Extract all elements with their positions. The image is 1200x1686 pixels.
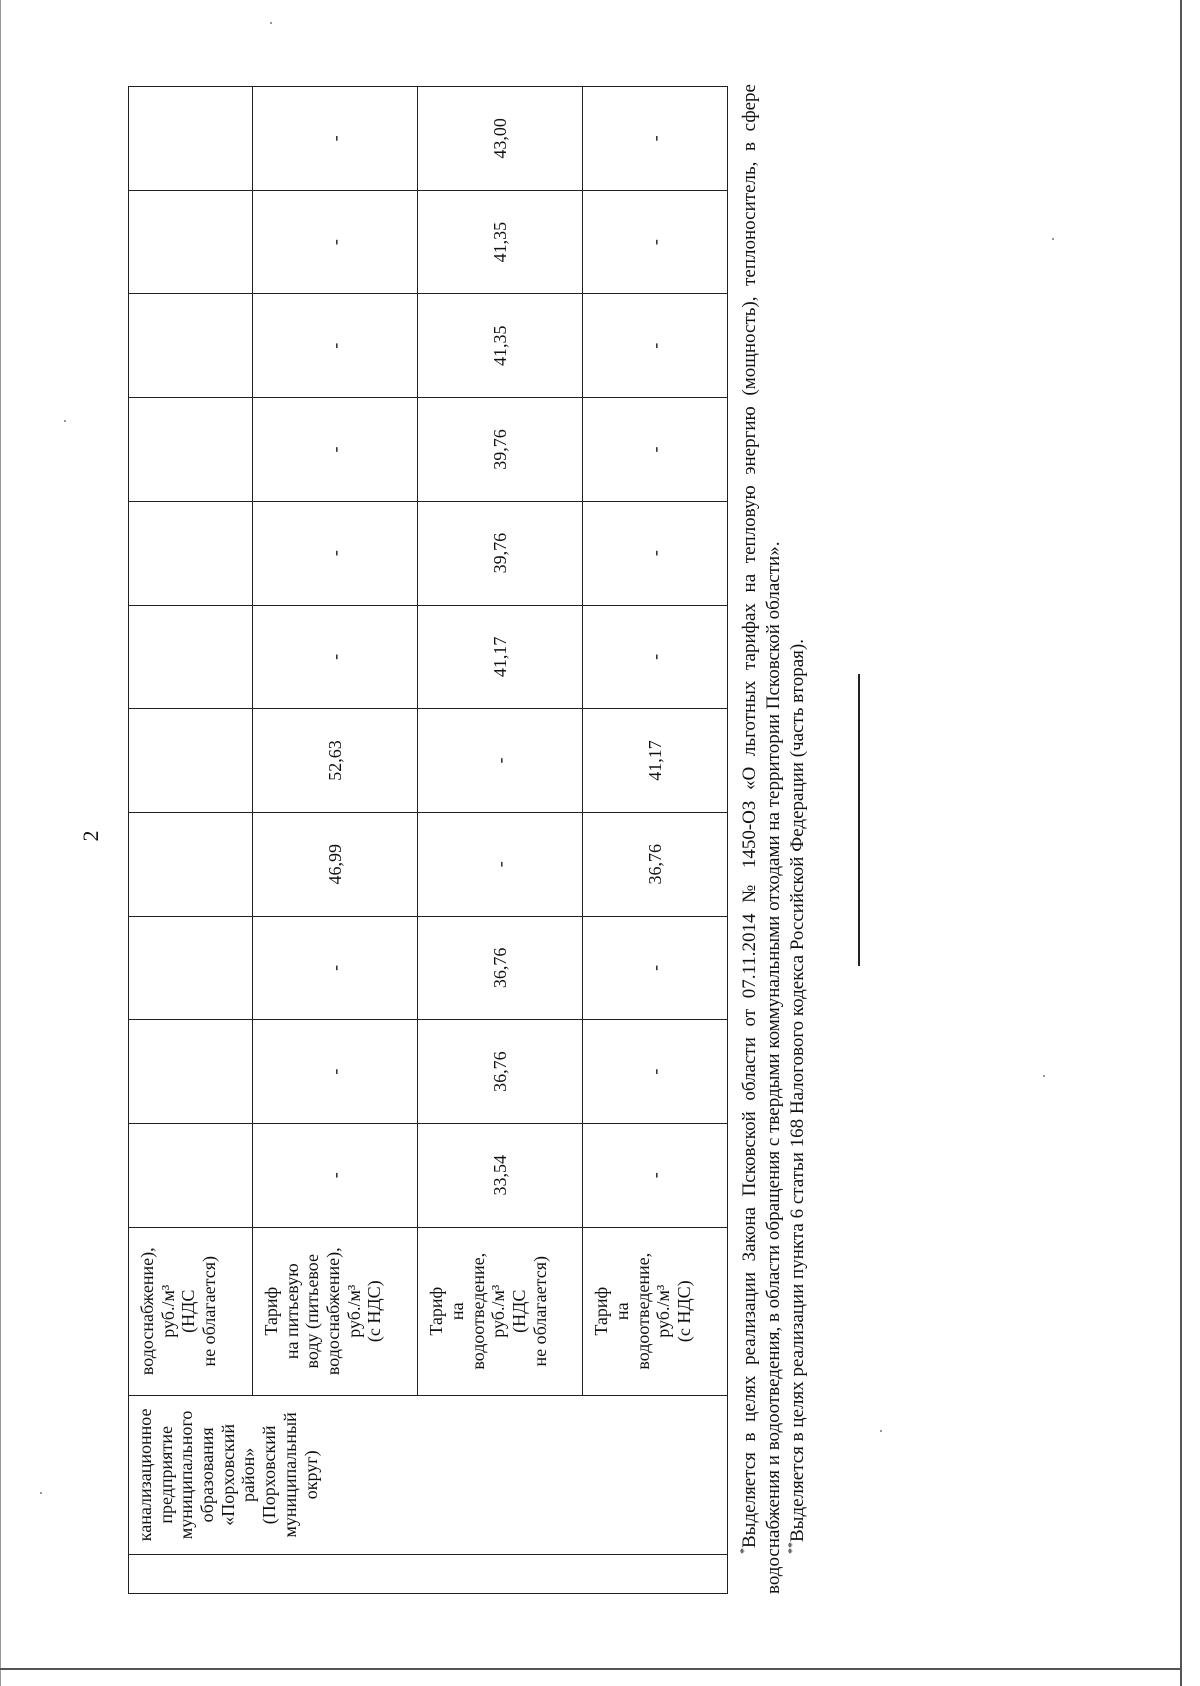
tariff-value-cell: - xyxy=(583,190,728,294)
tariff-value-cell: 43,00 xyxy=(418,87,583,191)
parameter-label-cell xyxy=(583,1227,728,1395)
parameter-label-line: водоснабжение), xyxy=(322,1247,343,1376)
tariff-value-cell: - xyxy=(418,812,583,916)
tariff-value-cell: 41,35 xyxy=(418,294,583,398)
tariff-value-cell: - xyxy=(252,1020,417,1124)
scan-speck xyxy=(40,1492,42,1494)
tariff-value-cell: 41,17 xyxy=(583,709,728,813)
tariff-value-cell: - xyxy=(252,501,417,605)
tariff-value-cell: - xyxy=(418,709,583,813)
tariff-value-cell: - xyxy=(252,605,417,709)
parameter-label-line: на xyxy=(446,1302,467,1321)
footnote-1-text: Выделяется в целях реализации Закона Псковской области от 07.11.2014 № 1450-ОЗ «О льготных тарифах на тепловую энергию (мощность), теплоноситель, в сфере водоснабжения и водоотведения, в области обращения с твердыми коммунальными отходами на территории Псковской области». xyxy=(739,84,784,1594)
parameter-label-line: водоснабжение), xyxy=(137,1247,157,1376)
tariff-value-cell xyxy=(129,916,253,1020)
tariff-value-cell: 41,35 xyxy=(418,190,583,294)
footnote-1-mark: * xyxy=(736,1548,751,1554)
tariff-value-cell xyxy=(129,605,253,709)
organization-line: предприятие xyxy=(155,1426,176,1524)
scan-speck xyxy=(64,420,66,422)
scan-speck xyxy=(1052,238,1054,240)
organization-line: образования xyxy=(197,1427,218,1523)
tariff-value-cell: - xyxy=(583,398,728,502)
tariff-value-cell xyxy=(129,1123,253,1227)
footnote-2-text: Выделяется в целях реализации пункта 6 статьи 168 Налогового кодекса Российской Федерации (часть вторая). xyxy=(786,639,808,1542)
tariff-value-cell: - xyxy=(252,294,417,398)
tariff-value-cell: - xyxy=(583,501,728,605)
parameter-label-line: воду (питьевое xyxy=(302,1254,323,1369)
tariff-value-cell xyxy=(129,398,253,502)
end-rule xyxy=(858,674,860,966)
tariff-value-cell: 52,63 xyxy=(252,709,417,813)
tariff-value-cell: 41,17 xyxy=(418,605,583,709)
tariff-value-cell: 33,54 xyxy=(418,1123,583,1227)
tariff-value-cell: 39,76 xyxy=(418,398,583,502)
parameter-label-line: руб./м³ xyxy=(157,1284,178,1338)
tariff-value-cell: - xyxy=(252,398,417,502)
parameter-label-line: водоотведение, xyxy=(632,1252,653,1370)
page-number: 2 xyxy=(78,830,103,842)
organization-line: муниципальный xyxy=(279,1412,300,1538)
parameter-label-line: Тариф xyxy=(426,1286,447,1336)
tariff-value-cell xyxy=(129,87,253,191)
tariff-value-cell: - xyxy=(252,190,417,294)
scan-speck xyxy=(270,22,272,24)
table-row xyxy=(129,87,253,1594)
footnote-1 xyxy=(738,84,786,1594)
tariff-value-cell: - xyxy=(583,605,728,709)
parameter-label-line: не облагается) xyxy=(199,1255,220,1367)
organization-line: муниципального xyxy=(176,1410,197,1540)
parameter-label-line: не облагается) xyxy=(529,1255,550,1367)
table-row xyxy=(583,87,728,1594)
parameter-label-line: водоотведение, xyxy=(467,1252,488,1370)
parameter-label-line: руб./м³ xyxy=(653,1284,674,1338)
row-number-cell xyxy=(129,1554,728,1593)
organization-line: «Порховский район» xyxy=(217,1423,259,1526)
parameter-label-line: на питьевую xyxy=(281,1263,302,1360)
tariff-value-cell: - xyxy=(583,1123,728,1227)
tariff-value-cell: - xyxy=(583,294,728,398)
parameter-label-cell xyxy=(129,1227,253,1395)
organization-line: (Порховский xyxy=(259,1425,280,1525)
tariff-value-cell: - xyxy=(583,87,728,191)
footnote-2-mark: ** xyxy=(784,1542,799,1554)
parameter-label-line: Тариф xyxy=(591,1286,612,1336)
organization-cell xyxy=(129,1395,728,1554)
tariff-value-cell: - xyxy=(252,87,417,191)
tariff-value-cell: 46,99 xyxy=(252,812,417,916)
scan-speck xyxy=(1043,1075,1045,1077)
tariff-value-cell xyxy=(129,294,253,398)
organization-line: округ) xyxy=(300,1450,321,1500)
organization-line: канализационное xyxy=(135,1408,155,1542)
tariff-value-cell xyxy=(129,709,253,813)
tariff-value-cell: - xyxy=(583,916,728,1020)
tariff-value-cell: 36,76 xyxy=(418,916,583,1020)
table-row xyxy=(418,87,583,1594)
tariff-value-cell: 36,76 xyxy=(583,812,728,916)
parameter-label-line: (НДС xyxy=(508,1289,529,1333)
tariff-value-cell xyxy=(129,501,253,605)
tariff-value-cell xyxy=(129,1020,253,1124)
tariff-value-cell: - xyxy=(252,916,417,1020)
tariff-table-body xyxy=(129,87,728,1594)
parameter-label-line: руб./м³ xyxy=(488,1284,509,1338)
tariff-table xyxy=(128,86,728,1594)
tariff-value-cell: - xyxy=(583,1020,728,1124)
parameter-label-line: (с НДС) xyxy=(674,1280,695,1343)
table-row xyxy=(252,87,417,1594)
tariff-value-cell: 36,76 xyxy=(418,1020,583,1124)
parameter-label-line: на xyxy=(612,1302,633,1321)
parameter-label-cell xyxy=(252,1227,417,1395)
footnotes xyxy=(738,84,809,1594)
parameter-label-line: (НДС xyxy=(178,1289,199,1333)
parameter-label-line: руб./м³ xyxy=(343,1284,364,1338)
tariff-value-cell: - xyxy=(252,1123,417,1227)
scan-speck xyxy=(880,1430,882,1432)
footnote-2 xyxy=(786,84,810,1594)
parameter-label-cell xyxy=(418,1227,583,1395)
parameter-label-line: Тариф xyxy=(260,1286,281,1336)
parameter-label-line: (с НДС) xyxy=(364,1280,385,1343)
tariff-value-cell: 39,76 xyxy=(418,501,583,605)
tariff-value-cell xyxy=(129,812,253,916)
tariff-value-cell xyxy=(129,190,253,294)
